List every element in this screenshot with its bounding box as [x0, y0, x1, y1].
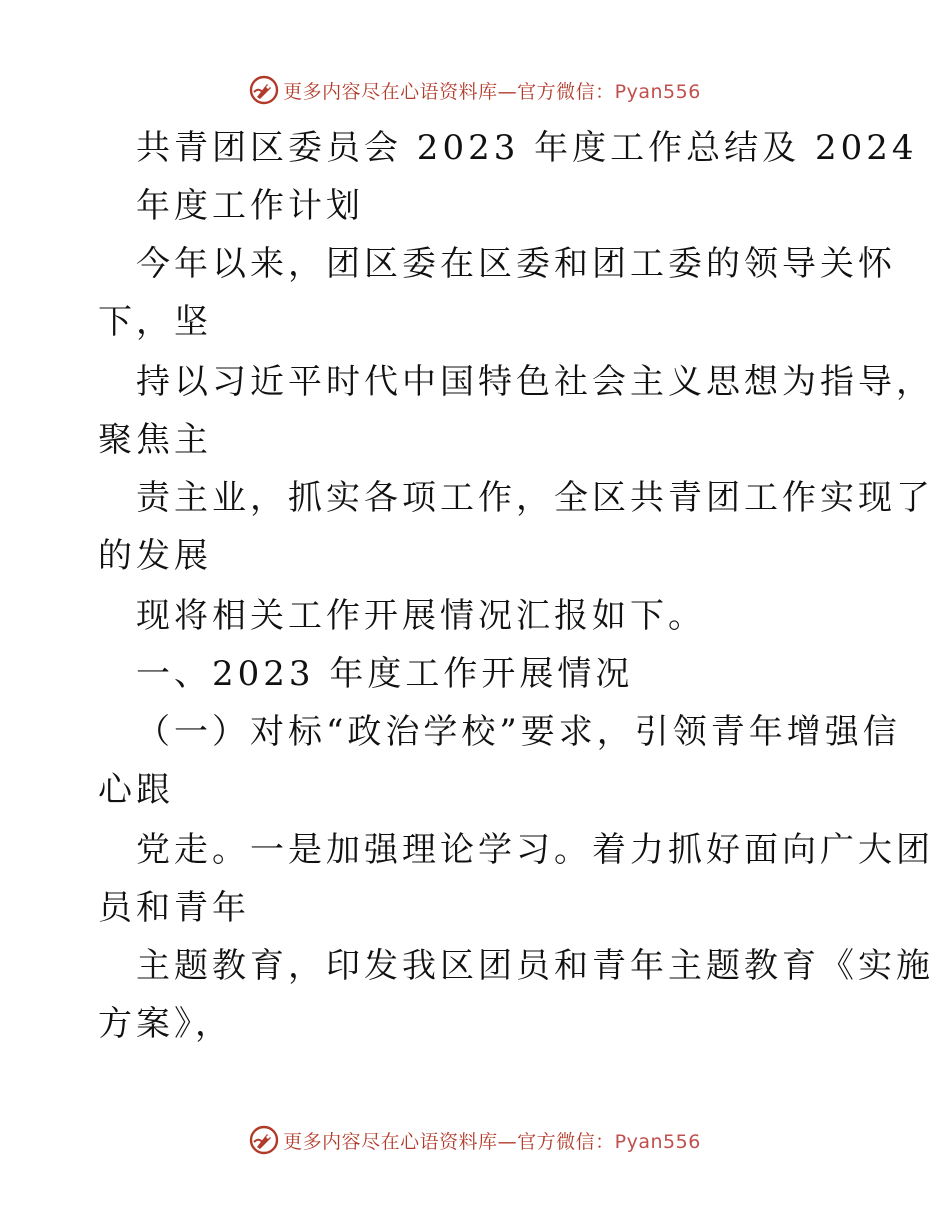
watermark-text: 更多内容尽在心语资料库—官方微信：Pyan556	[283, 80, 701, 103]
watermark-handle: Pyan556	[614, 80, 701, 103]
paragraph-line: 下，坚	[98, 302, 212, 342]
document-title-line-1: 共青团区委员会 2023 年度工作总结及 2024	[136, 128, 918, 168]
document-title-line-2: 年度工作计划	[136, 186, 364, 226]
paragraph-line: 方案》，	[98, 1004, 233, 1044]
paragraph-line: 的发展	[98, 536, 212, 576]
paragraph-line: 党走。一是加强理论学习。着力抓好面向广大团	[136, 830, 934, 870]
subsection-heading: （一）对标“政治学校”要求，引领青年增强信	[136, 712, 901, 752]
paragraph-line: 持以习近平时代中国特色社会主义思想为指导，	[136, 362, 934, 402]
watermark-handle: Pyan556	[614, 1130, 701, 1153]
pen-nib-logo-icon	[249, 75, 279, 105]
watermark-text: 更多内容尽在心语资料库—官方微信：Pyan556	[283, 1130, 701, 1153]
paragraph-line: 现将相关工作开展情况汇报如下。	[136, 596, 706, 636]
header-watermark	[0, 70, 950, 110]
paragraph-line: 心跟	[98, 770, 174, 810]
paragraph-line: 今年以来，团区委在区委和团工委的领导关怀	[136, 244, 896, 284]
paragraph-line: 主题教育，印发我区团员和青年主题教育《实施	[136, 946, 934, 986]
pen-nib-logo-icon	[249, 1125, 279, 1155]
footer-watermark	[0, 1120, 950, 1160]
section-heading: 一、2023 年度工作开展情况	[136, 654, 634, 694]
paragraph-line: 责主业，抓实各项工作，全区共青团工作实现了	[136, 478, 934, 518]
paragraph-line: 聚焦主	[98, 420, 212, 460]
paragraph-line: 员和青年	[98, 888, 250, 928]
